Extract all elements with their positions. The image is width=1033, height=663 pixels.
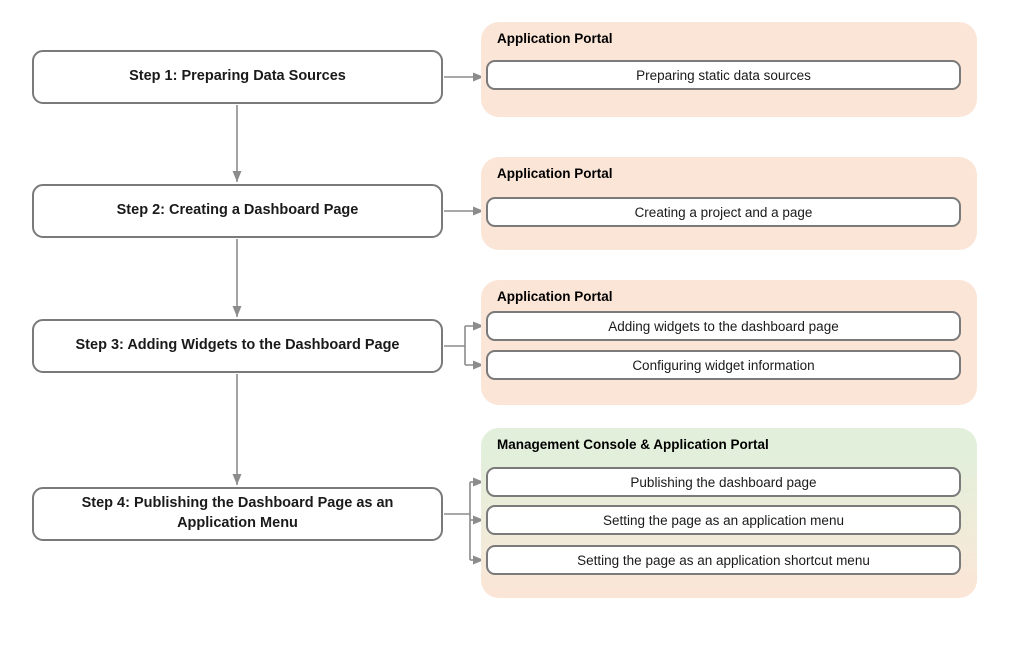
panel-3-title: Application Portal bbox=[497, 289, 613, 304]
step-box-2 bbox=[32, 184, 443, 238]
panel-3-item-2: Configuring widget information bbox=[486, 350, 961, 380]
panel-2 bbox=[481, 157, 977, 250]
panel-4-item-1: Publishing the dashboard page bbox=[486, 467, 961, 497]
branch-step3-trunk bbox=[444, 326, 465, 365]
step-box-4 bbox=[32, 487, 443, 541]
panel-2-item-1: Creating a project and a page bbox=[486, 197, 961, 227]
step-label-3: Step 3: Adding Widgets to the Dashboard Page bbox=[75, 337, 400, 354]
step-label-1: Step 1: Preparing Data Sources bbox=[129, 68, 346, 85]
step-label-4: Step 4: Publishing the Dashboard Page as an Application Menu bbox=[81, 495, 394, 531]
panel-4-item-3: Setting the page as an application shortcut menu bbox=[486, 545, 961, 575]
panel-1-item-1: Preparing static data sources bbox=[486, 60, 961, 90]
branch-step4-trunk bbox=[444, 482, 470, 560]
panel-4 bbox=[481, 428, 977, 598]
panel-3-item-1: Adding widgets to the dashboard page bbox=[486, 311, 961, 341]
panel-1 bbox=[481, 22, 977, 117]
panel-4-item-2: Setting the page as an application menu bbox=[486, 505, 961, 535]
panel-2-title: Application Portal bbox=[497, 166, 613, 181]
panel-1-title: Application Portal bbox=[497, 31, 613, 46]
panel-3 bbox=[481, 280, 977, 405]
step-label-2: Step 2: Creating a Dashboard Page bbox=[116, 202, 359, 219]
step-box-3 bbox=[32, 319, 443, 373]
panel-4-title: Management Console & Application Portal bbox=[497, 437, 769, 452]
step-box-1 bbox=[32, 50, 443, 104]
